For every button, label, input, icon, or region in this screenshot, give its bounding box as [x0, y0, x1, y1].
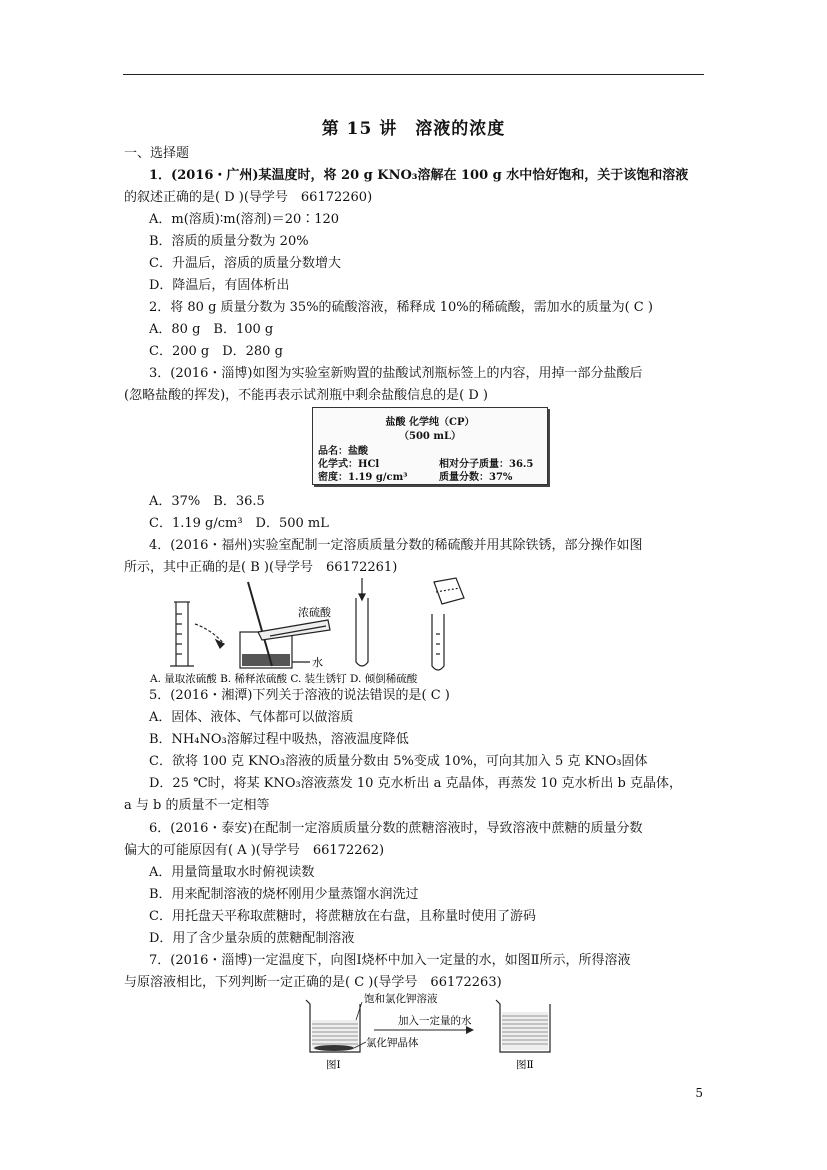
q5-option-c: C．欲将 100 克 KNO₃溶液的质量分数由 5%变成 10%，可向其加入 5 克 KNO₃固体: [149, 754, 648, 769]
kcl-crystal-label: 氯化钾晶体: [366, 1037, 419, 1049]
figure-two-caption: 图Ⅱ: [516, 1059, 534, 1071]
q6-line2: 偏大的可能原因有( A )(导学号 66172262): [124, 843, 385, 858]
q1-option-d: D．降温后，有固体析出: [149, 278, 290, 293]
label-card-mw: 相对分子质量：36.5: [439, 459, 534, 470]
reagent-label-card: [312, 407, 548, 485]
page-title: 第 15 讲 溶液的浓度: [321, 119, 506, 139]
add-water-label: 加入一定量的水: [398, 1015, 472, 1027]
q4-operations-figure: [150, 574, 490, 686]
q6-option-d: D．用了含少量杂质的蔗糖配制溶液: [149, 931, 355, 946]
section-heading: 一、选择题: [124, 146, 190, 161]
saturated-kcl-label: 饱和氯化钾溶液: [364, 993, 438, 1005]
q3-options-cd: C．1.19 g/cm³ D．500 mL: [149, 516, 329, 531]
label-card-head: 盐酸 化学纯（CP）: [385, 417, 475, 428]
water-label: 水: [312, 656, 323, 669]
q2-options-cd: C．200 g D．280 g: [149, 344, 283, 359]
q6-option-a: A．用量筒量取水时俯视读数: [149, 865, 315, 880]
q1-option-c: C．升温后，溶质的质量分数增大: [149, 256, 341, 271]
pouring-acid-icon: [432, 578, 464, 670]
beaker-one-icon: [306, 1000, 360, 1052]
test-tube-nail-icon: [356, 578, 368, 666]
q6-line1: 6．(2016・泰安)在配制一定溶质质量分数的蔗糖溶液时，导致溶液中蔗糖的质量分数: [149, 821, 643, 836]
q1-line1: 1．(2016・广州)某温度时，将 20 g KNO₃溶解在 100 g 水中恰好饱和，关于该饱和溶液: [149, 168, 689, 183]
label-card-name: 品名：盐酸: [318, 446, 368, 457]
q5-option-d-cont: a 与 b 的质量不一定相等: [124, 798, 270, 813]
concentrated-acid-label: 浓硫酸: [298, 606, 331, 619]
q4-line2: 所示，其中正确的是( B )(导学号 66172261): [124, 560, 398, 575]
figure-one-caption: 图Ⅰ: [326, 1059, 341, 1071]
q1-option-b: B．溶质的质量分数为 20%: [149, 234, 309, 249]
q7-line1: 7．(2016・淄博)一定温度下，向图Ⅰ烧杯中加入一定量的水，如图Ⅱ所示，所得溶液: [149, 953, 631, 968]
q2-options-ab: A．80 g B．100 g: [149, 322, 274, 337]
q3-line2: (忽略盐酸的挥发)，不能再表示试剂瓶中剩余盐酸信息的是( D ): [124, 388, 488, 403]
label-card-formula: 化学式：HCl: [318, 459, 380, 470]
q1-option-a: A．m(溶质)∶m(溶剂)＝20∶120: [149, 212, 340, 227]
q7-beakers-figure: [300, 990, 570, 1072]
q7-line2: 与原溶液相比，下列判断一定正确的是( C )(导学号 66172263): [124, 975, 502, 990]
q3-options-ab: A．37% B．36.5: [149, 494, 265, 509]
label-card-volume: （500 mL）: [399, 431, 461, 442]
q4-line1: 4．(2016・福州)实验室配制一定溶质质量分数的稀硫酸并用其除铁锈，部分操作如图: [149, 538, 643, 553]
q3-line1: 3．(2016・淄博)如图为实验室新购置的盐酸试剂瓶标签上的内容，用掉一部分盐酸后: [149, 366, 643, 381]
q6-option-c: C．用托盘天平称取蔗糖时，将蔗糖放在右盘，且称量时使用了游码: [149, 909, 536, 924]
graduated-cylinder-icon: [170, 602, 224, 666]
q5-option-b: B．NH₄NO₃溶解过程中吸热，溶液温度降低: [149, 732, 409, 747]
q4-figure-captions: A. 量取浓硫酸 B. 稀释浓硫酸 C. 装生锈钉 D. 倾倒稀硫酸: [150, 673, 418, 685]
q5-line1: 5．(2016・湘潭)下列关于溶液的说法错误的是( C ): [149, 688, 450, 703]
page-number: 5: [695, 1086, 703, 1100]
label-card-fraction: 质量分数：37%: [439, 472, 513, 483]
q2-line1: 2．将 80 g 质量分数为 35%的硫酸溶液，稀释成 10%的稀硫酸，需加水的质量为( C ): [149, 300, 653, 315]
q5-option-d: D．25 ℃时，将某 KNO₃溶液蒸发 10 克水析出 a 克晶体，再蒸发 10 克水析出 b 克晶体，: [149, 776, 682, 791]
q6-option-b: B．用来配制溶液的烧杯刚用少量蒸馏水润洗过: [149, 887, 419, 902]
header-rule: [123, 74, 704, 75]
label-card-density: 密度：1.19 g/cm³: [318, 472, 408, 483]
arrow-icon: [466, 1026, 474, 1034]
beaker-two-icon: [496, 1000, 550, 1052]
q5-option-a: A．固体、液体、气体都可以做溶质: [149, 710, 354, 725]
q1-line2: 的叙述正确的是( D )(导学号 66172260): [124, 190, 373, 205]
